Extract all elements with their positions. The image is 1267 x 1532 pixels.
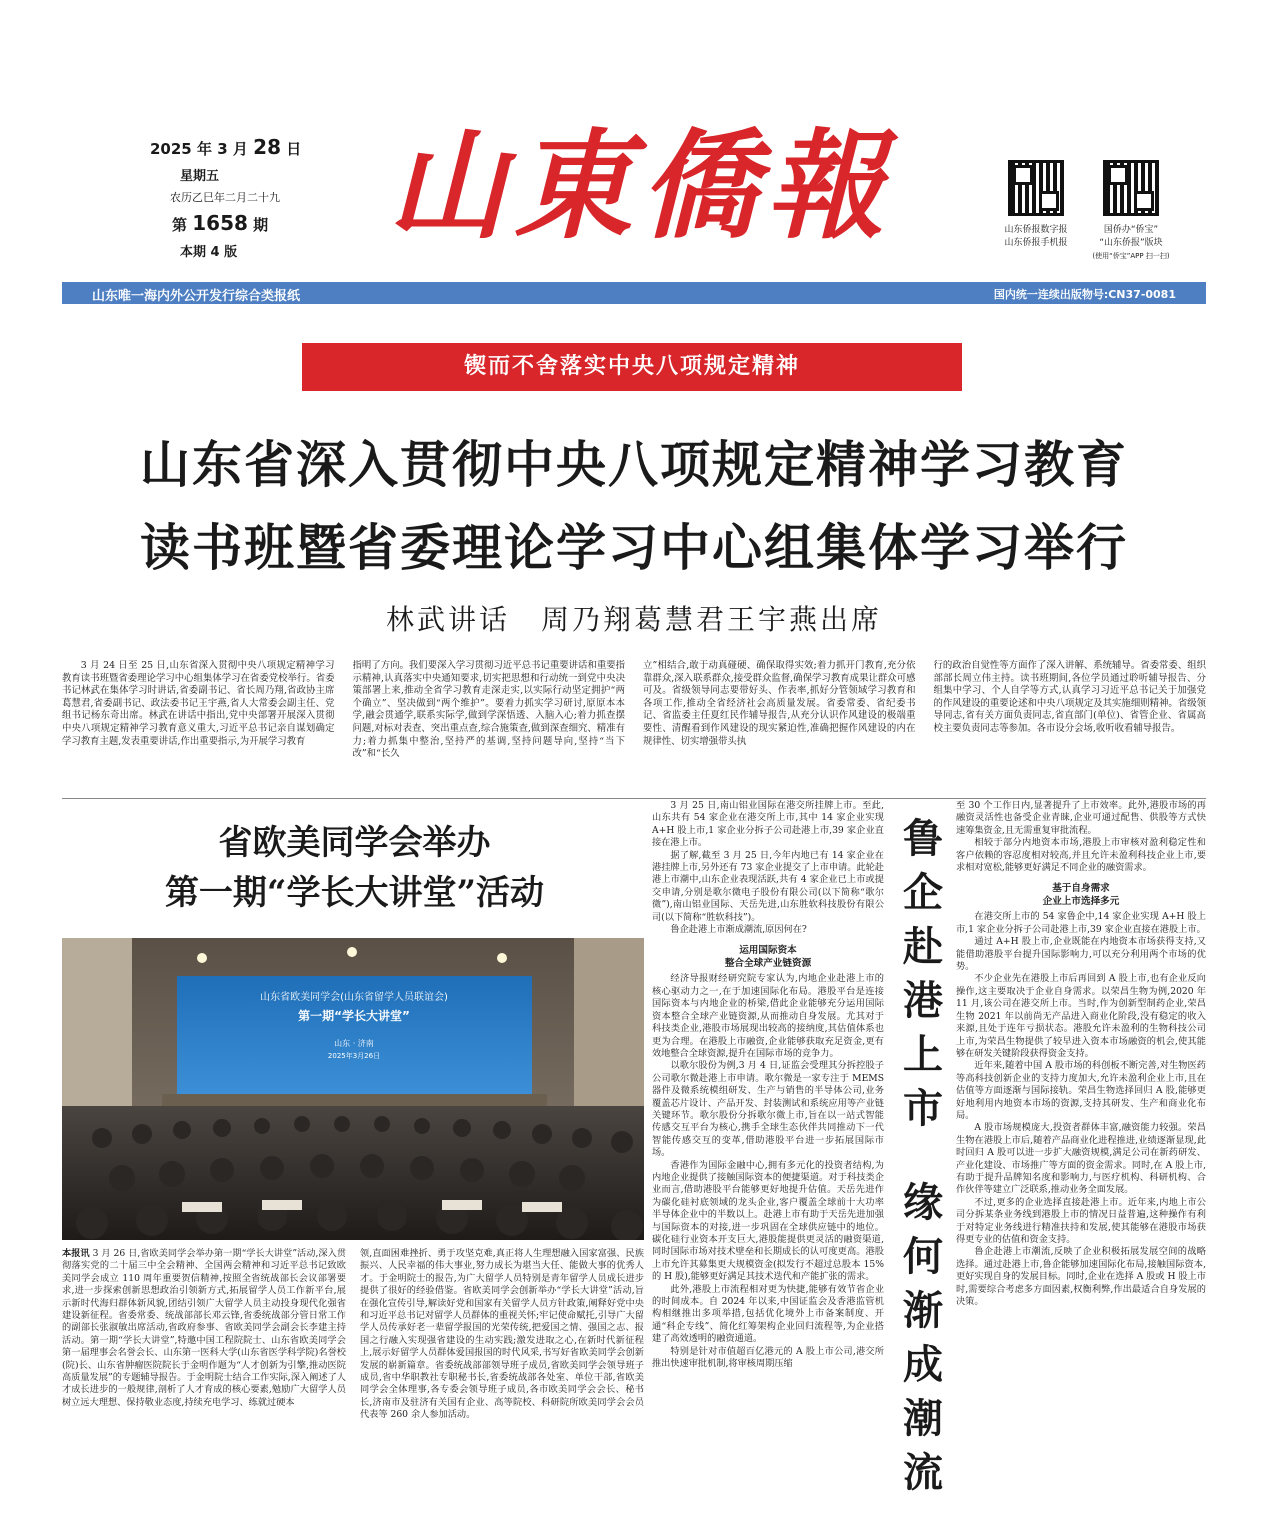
story3-vertical-title [896,812,950,1500]
qr-caption-qiaobao: 国侨办“侨宝” “山东侨报”版块 (使用“侨宝”APP 扫一扫) [1092,225,1170,260]
photo-screen-text: 山东省欧美同学会(山东省留学人员联谊会) [260,992,448,1003]
lead-headline-line1: 山东省深入贯彻中央八项规定精神学习教育 [140,435,1128,494]
lead-subhead: 林武讲话 周乃翔葛慧君王宇燕出席 [385,603,882,636]
masthead-strip [62,282,1206,304]
page-count: 本期 4 版 [180,245,238,260]
story3-subhead-2: 基于自身需求 企业上市选择多元 [1042,883,1120,908]
story3-subhead-1: 运用国际资本 整合全球产业链资源 [724,945,812,970]
lead-body [62,660,1206,790]
lead-headline-line2: 读书班暨省委理论学习中心组集体学习举行 [140,518,1128,577]
story2-lead-tag: 本报讯 [62,1248,90,1259]
strip-slogan: 山东唯一海内外公开发行综合类报纸 [92,289,301,304]
story3-title-line1: 鲁 企 赴 港 上 市 [903,815,943,1132]
logo-text: 山東僑報 [387,116,893,255]
qr-caption-digital: 山东侨报数字报 山东侨报手机报 [1004,225,1068,248]
photo-screen-text: 第一期“学长大讲堂” [298,1009,410,1023]
newspaper-logo [360,115,920,255]
story2-col-1: 本报讯 3 月 26 日,省欧美同学会举办第一期“学长大讲堂”活动,深入贯彻落实党的二十届三中全会精神、全国两会精神和习近平总书记致欧美同学会成立 110 周年重要贺信精神,按照全省统战部长会议部署要求,进一步探索创新思想政治引领新方式,拓展留学人员工作新平台,展示新时代海归群体新风貌,团结引领广大留学人员主动投身现代化强省建设新征程。省委常委、统战部部长邓云锋,省委统战部分管日常工作的副部长张淑敏出席活动,省政府参事、省欧美同学会副会长李建主持活动。第一期“学长大讲堂”,特邀中国工程院院士、山东省欧美同学会第一届理事会名誉会长、山东第一医科大学(山东省医学科学院)名誉校(院)长、山东省肿瘤医院院长于金明作题为“人才创新为引擎,推动医院高质量发展”的专题辅导报告。于金明院士结合工作实际,深入阐述了人才成长进步的一般规律,剖析了人才育成的核心要素,勉励广大留学人员树立远大理想、保持敬业态度,持续充电学习、练就过硬本 [62,1248,346,1408]
photo-screen-text: 山东 · 济南 [334,1039,374,1048]
lead-col-4: 行的政治自觉性等方面作了深入讲解、系统辅导。省委常委、组织部部长周立伟主持。读书班期间,各位学员通过聆听辅导报告、分组集中学习、个人自学等方式,认真学习习近平总书记关于加强党的作风建设的重要论述和中央八项规定及其实施细则精神。省级领导同志,省有关方面负责同志,省直部门(单位)、省管企业、省属高校主要负责同志等参加。各市设分会场,收听收看辅导报告。 [933,660,1206,734]
lead-col-3: 立”相结合,敢于动真碰硬、确保取得实效;着力抓开门教育,充分依靠群众,深入联系群众,接受群众监督,确保学习教育成果让群众可感可及。省级领导同志要带好头、作表率,抓好分管领域学习教育和各项工作,推动全省经济社会高质量发展。省委常委、省纪委书记、省监委主任夏红民作辅导报告,从充分认识作风建设的极端重要性、清醒看到作风建设的现实紧迫性,准确把握作风建设的内在规律性、切实增强带头执 [643,660,916,747]
story3-col-1: 3 月 25 日,南山铝业国际在港交所挂牌上市。至此,山东共有 54 家企业在港交所上市,其中 14 家企业实现 A+H 股上市,1 家企业分拆子公司赴港上市,39 家企业直接在港上市。 据了解,截至 3 月 25 日,今年内地已有 14 家企业在港挂牌上市,另外还有 73 家企业提交了上市申请。此轮赴港上市潮中,山东企业表现活跃,共有 4 家企业已上市或提交申请,分别是歌尔微电子股份有限公司(以下简称“歌尔微”),南山铝业国际、天岳先进,山东胜软科技股份有限公司(以下简称“胜软科技”)。 鲁企赴港上市渐成潮流,原因何在? 运用国际资本 整合全球产业链资源 经济导报财经研究院专家认为,内地企业赴港上市的核心驱动力之一,在于加速国际化布局。港股平台是连接国际资本与内地企业的桥梁,借此企业能够充分运用国际资本整合全球产业链资源,从而推动自身发展。尤其对于科技类企业,港股市场展现出较高的接纳度,其估值体系也更为合理。在港股上市融资,企业能够获取充足资金,更有效地整合全球资源,提升在国际市场的竞争力。 以歌尔股份为例,3 月 4 日,证监会受理其分拆控股子公司歌尔微赴港上市申请。歌尔微是一家专注于 MEMS 器件及微系统模组研发、生产与销售的半导体公司,业务覆盖芯片设计、产品开发、封装测试和系统应用等产业链关键环节。歌尔股份分拆歌尔微上市,旨在以一站式智能传感交互平台为核心,携手全球生态伙伴共同推动下一代智能传感交互的变革,借助港股平台进一步拓展国际市场。 香港作为国际金融中心,拥有多元化的投资者结构,为内地企业提供了接触国际资本的便捷渠道。对于科技类企业而言,借助港股平台能够更好地提升估值。天岳先进作为碳化硅衬底领域的龙头企业,客户覆盖全球前十大功率半导体企业中的半数以上。赴港上市有助于天岳先进加强与国际资本的对接,进一步巩固在全球供应链中的地位。碳化硅行业资本开支巨大,港股能提供更灵活的融资渠道,同时国际市场对技术壁垒和长期成长的认可度更高。港股上市允许其募集更大规模资金(拟发行不超过总股本 15%的 H 股),能够更好满足其技术迭代和产能扩张的需求。 此外,港股上市流程相对更为快捷,能够有效节省企业的时间成本。自 2024 年以来,中国证监会及香港监管机构相继推出多项举措,包括优化境外上市备案制度、开通“科企专线”、简化红筹架构企业回归流程等,为企业搭建了高效透明的融资通道。 特别是针对市值超百亿港元的 A 股上市公司,港交所推出快速审批机制,将审核周期压缩 [652,800,884,1370]
issue-date: 2025 年 3 月 28 日 [150,135,302,159]
lead-kicker: 锲而不舍落实中央八项规定精神 [302,343,962,391]
strip-cn-number: 国内统一连续出版物号:CN37-0081 [993,288,1176,301]
weekday: 星期五 [180,169,220,184]
lead-col-1: 3 月 24 日至 25 日,山东省深入贯彻中央八项规定精神学习教育读书班暨省委理论学习中心组集体学习在省委党校举行。省委书记林武在集体学习时讲话,省委副书记、省长周乃翔,省政协主席葛慧君,省委副书记、政法委书记王宇燕,省人大常委会副主任、党组书记杨东奇出席。林武在讲话中指出,党中央部署开展深入贯彻中央八项规定精神学习教育意义重大,习近平总书记亲自谋划确定学习教育主题,发表重要讲话,作出重要指示,为开展学习教育 [62,660,335,747]
lead-col-2: 指明了方向。我们要深入学习贯彻习近平总书记重要讲话和重要指示精神,认真落实中央通知要求,切实把思想和行动统一到党中央决策部署上来,推动全省学习教育走深走实,以实际行动坚定拥护“两个确立”、坚决做到“两个维护”。要着力抓实学习研讨,原原本本学,融会贯通学,联系实际学,做到学深悟透、入脑入心;着力抓查摆问题,对标对表查、突出重点查,综合施策查,做到深查细究、精准有力;着力抓集中整治,坚持严的基调,坚持问题导向,坚持“当下改”和“长久 [352,660,625,760]
qiaobao-app-qr-icon[interactable] [1103,160,1159,216]
conference-photo [62,938,644,1240]
story3-title-line2: 缘 何 渐 成 潮 流 [903,1179,943,1496]
section-divider [62,798,1206,799]
story2-body [62,1248,644,1528]
lunar-date: 农历乙巳年二月二十九 [170,191,280,204]
story2-col-2: 领,直面困难挫折、勇于攻坚克难,真正将人生理想融入国家富强、民族振兴、人民幸福的伟大事业,努力成长为堪当大任、能做大事的优秀人才。于金明院士的报告,为广大留学人员特别是青年留学人员成长进步提供了很好的经验借鉴。省欧美同学会创新举办“学长大讲堂”活动,旨在强化宣传引导,解读好党和国家有关留学人员方针政策,阐释好党中央和习近平总书记对留学人员群体的重视关怀;牢记使命赋托,引导广大留学人员传承好老一辈留学报国的光荣传统,把爱国之情、强国之志、报国之行融入实现强省建设的生动实践;激发进取之心,在新时代新征程上,展示好留学人员群体爱国报国的时代风采,书写好省欧美同学会创新发展的崭新篇章。省委统战部部领导班子成员,省欧美同学会领导班子成员,省中华职教社专职秘书长,省委统战部各处室、单位干部,省欧美同学会全体理事,各专委会领导班子成员,各市欧美同学会会长、秘书长,济南市及驻济有关国有企业、高等院校、科研院所欧美同学会会员代表等 260 余人参加活动。 [360,1248,644,1421]
digital-edition-qr-icon[interactable] [1008,160,1064,216]
issue-number: 第 1658 期 [172,211,269,235]
masthead-date-block [150,135,350,260]
photo-screen-text: 2025年3月26日 [327,1052,381,1060]
story2-title: 省欧美同学会举办 第一期“学长大讲堂”活动 [164,823,545,913]
story3-col-3: 至 30 个工作日内,显著提升了上市效率。此外,港股市场的再融资灵活性也备受企业青睐,企业可通过配售、供股等方式快速筹集资金,且无需重复审批流程。 相较于部分内地资本市场,港股上市审核对盈利稳定性和客户依赖的容忍度相对较高,并且允许未盈利科技企业上市,要求相对宽松,能够更好满足不同企业的融资需求。 基于自身需求 企业上市选择多元 在港交所上市的 54 家鲁企中,14 家企业实现 A+H 股上市,1 家企业分拆子公司赴港上市,39 家企业直接在港股上市。 通过 A+H 股上市,企业既能在内地资本市场获得支持,又能借助港股平台提升国际影响力,可以充分利用两个市场的优势。 不少企业先在港股上市后再回到 A 股上市,也有企业反向操作,这主要取决于企业自身需求。以荣昌生物为例,2020 年 11 月,该公司在港交所上市。当时,作为创新型制药企业,荣昌生物 2021 年以前尚无产品进入商业化阶段,没有稳定的收入来源,且处于连年亏损状态。港股允许未盈利的生物科技公司上市,为荣昌生物提供了较早进入资本市场融资的机会,使其能够在研发关键阶段获得资金支持。 近年来,随着中国 A 股市场的科创板不断完善,对生物医药等高科技创新企业的支持力度加大,允许未盈利企业上市,且在估值等方面逐渐与国际接轨。荣昌生物选择回归 A 股,能够更好地利用内地资本市场的资源,支持其研发、生产和商业化布局。 A 股市场规模庞大,投资者群体丰富,融资能力较强。荣昌生物在港股上市后,随着产品商业化进程推进,业绩逐渐显现,此时回归 A 股可以进一步扩大融资规模,满足公司在新药研发、产业化建设、市场推广等方面的资金需求。同时,在 A 股上市,有助于提升品牌知名度和影响力,与医疗机构、科研机构、合作伙伴等建立广泛联系,推动业务全面发展。 不过,更多的企业选择直接赴港上市。近年来,内地上市公司分拆某条业务线到港股上市的情况日益普遍,这种操作有利于对特定业务线进行精准扶持和发展,使其能够在港股市场获得更专业的估值和资金支持。 鲁企赴港上市潮流,反映了企业积极拓展发展空间的战略选择。通过赴港上市,鲁企能够加速国际化布局,接触国际资本,更好实现自身的发展目标。同时,企业在选择 A 股或 H 股上市时,需要综合考虑多方面因素,权衡利弊,作出最适合自身发展的决策。 [956,800,1206,1308]
